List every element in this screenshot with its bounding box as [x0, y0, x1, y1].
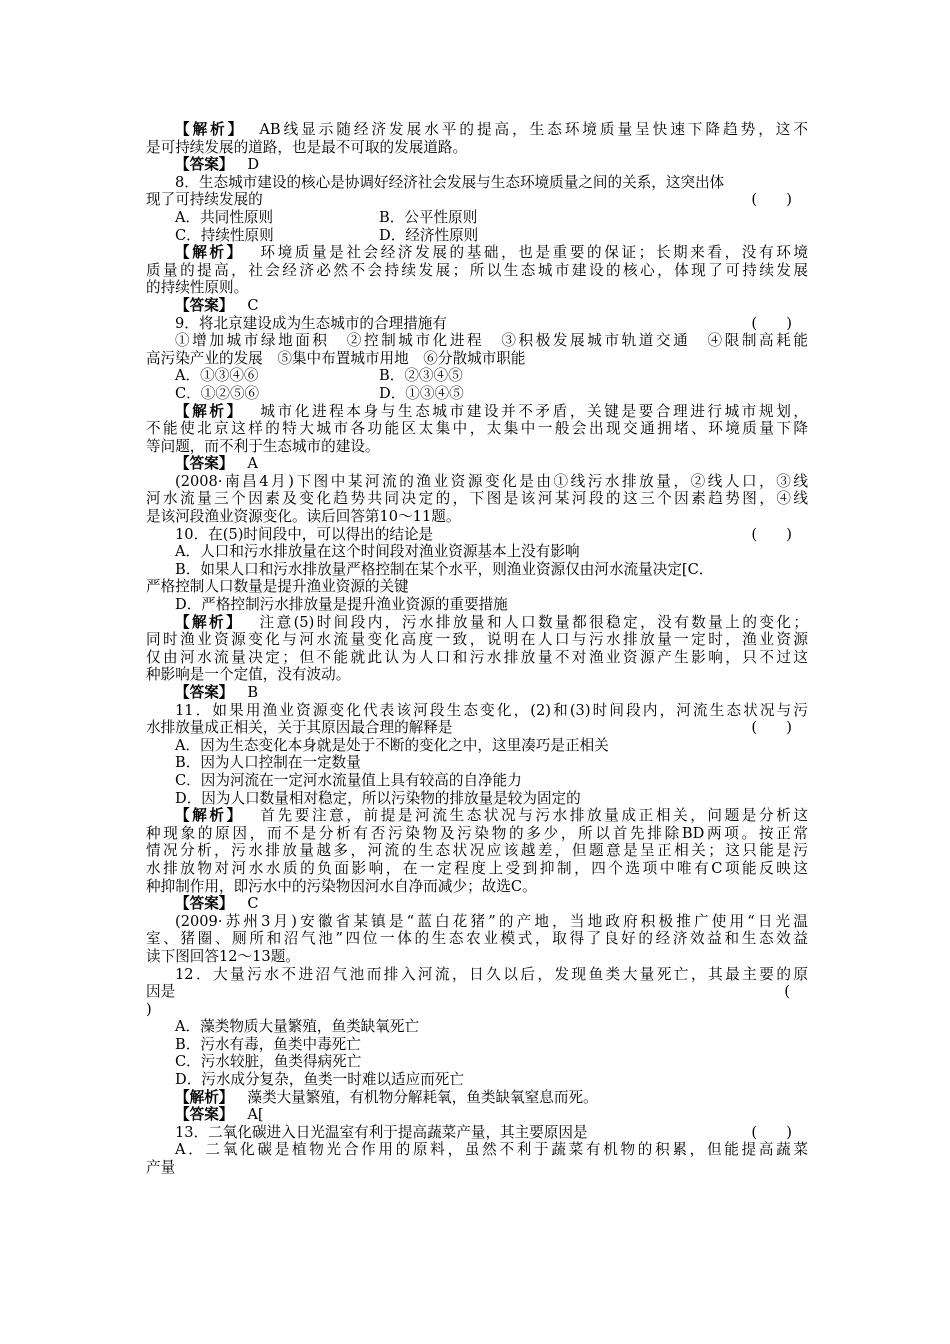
- text-line: 是该河段渔业资源变化。读后回答第10～11题。: [146, 508, 461, 526]
- option-b: B．公平性原则: [379, 208, 478, 226]
- option-c: C．①②⑤⑥: [175, 384, 260, 402]
- question-8-options-ab: [146, 209, 808, 227]
- option-a: A．人口和污水排放量在这个时间段对渔业资源基本上没有影响: [175, 543, 580, 561]
- analysis-line: 【解析】 首先要注意，前提是河流生态状况与污水排放量成正相关，问题是分析这: [175, 807, 808, 825]
- option-b: B．污水有毒，鱼类中毒死亡: [175, 1035, 361, 1053]
- question-8-stem-end: 现了可持续发展的 ( ): [146, 191, 792, 209]
- question-9-options-cd: [146, 385, 808, 403]
- question-13-stem: 13．二氧化碳进入日光温室有利于提高蔬菜产量，其主要原因是 ( ): [175, 1123, 792, 1141]
- answer-line: 【答案】 D: [175, 156, 260, 174]
- analysis-line: 【解析】 城市化进程本身与生态城市建设并不矛盾，关键是要合理进行城市规划，: [175, 402, 808, 420]
- answer-blank: ( ): [751, 314, 792, 332]
- text-line: 等问题，而不利于生态城市的建设。: [146, 437, 380, 455]
- text-line: 室、猪圈、厕所和沼气池”四位一体的生态农业模式，取得了良好的经济效益和生态效益: [146, 930, 808, 948]
- text-line: 种现象的原因，而不是分析有否污染物及污染物的多少，所以首先排除BD两项。按正常: [146, 824, 808, 842]
- text-line: 种影响是一个定值，没有波动。: [146, 666, 351, 684]
- option-d: D．①③④⑤: [379, 384, 464, 402]
- option-d: D．因为人口数量相对稳定，所以污染物的排放量是较为固定的: [175, 789, 581, 807]
- text-line: 的持续性原则。: [146, 279, 249, 297]
- question-8-stem: 8．生态城市建设的核心是协调好经济社会发展与生态环境质量之间的关系，这突出体: [175, 173, 725, 191]
- option-a: A．因为生态变化本身就是处于不断的变化之中，这里凑巧是正相关: [175, 736, 609, 754]
- text-line: 产量: [146, 1159, 176, 1177]
- question-9-options-ab: [146, 367, 808, 385]
- text-line: 种抑制作用，即污水中的污染物因河水自净而减少；故选C。: [146, 877, 537, 895]
- option-d: D．污水成分复杂，鱼类一时难以适应而死亡: [175, 1071, 464, 1089]
- answer-line: 【答案】 C: [175, 296, 259, 314]
- text-line: 水排放物对河水水质的负面影响，在一定程度上受到抑制，四个选项中唯有C项能反映这: [146, 859, 808, 877]
- answer-blank: ( ): [751, 719, 792, 737]
- question-12-stem: 12．大量污水不进沼气池而排入河流，日久以后，发现鱼类大量死亡，其最主要的原: [175, 965, 808, 983]
- analysis-line: 【解析】 环境质量是社会经济发展的基础，也是重要的保证；长期来看，没有环境: [175, 244, 808, 262]
- answer-blank: ( ): [751, 191, 792, 209]
- question-10-stem: 10．在(5)时间段中，可以得出的结论是 ( ): [175, 525, 792, 543]
- answer-line: 【答案】 A: [175, 455, 258, 473]
- question-9-items: ①增加城市绿地面积 ②控制城市化进程 ③积极发展城市轨道交通 ④限制高耗能: [175, 332, 808, 350]
- text-line: 是可持续发展的道路，也是最不可取的发展道路。: [146, 138, 468, 156]
- option-c: C．污水较脏，鱼类得病死亡: [175, 1053, 362, 1071]
- answer-blank: ( ): [751, 525, 792, 543]
- question-11-stem: 11．如果用渔业资源变化代表该河段生态变化，(2)和(3)时间段内，河流生态状况与污: [175, 701, 808, 719]
- material-intro: (2008·南昌4月)下图中某河流的渔业资源变化是由①线污水排放量，②线人口，③线: [175, 472, 808, 490]
- option-c: C．持续性原则: [175, 226, 274, 244]
- document-page: [146, 121, 808, 1177]
- option-a: A．藻类物质大量繁殖，鱼类缺氧死亡: [175, 1018, 420, 1036]
- option-a: A．①③④⑥: [175, 367, 259, 385]
- text-line: 河水流量三个因素及变化趋势共同决定的，下图是该河某河段的这三个因素趋势图，④线: [146, 490, 808, 508]
- text-line: 仅由河水流量决定；但不能就此认为人口和污水排放量不对渔业资源产生影响，只不过这: [146, 648, 808, 666]
- text-line: 同时渔业资源变化与河水流量变化高度一致，说明在人口与污水排放量一定时，渔业资源: [146, 631, 808, 649]
- answer-blank: ( ): [751, 1123, 792, 1141]
- text-line: 质量的提高，社会经济必然不会持续发展；所以生态城市建设的核心，体现了可持续发展: [146, 261, 808, 279]
- option-b: B．因为人口控制在一定数量: [175, 754, 361, 772]
- option-a: A．共同性原则: [175, 208, 274, 226]
- analysis-line: 【解析】 AB线显示随经济发展水平的提高，生态环境质量呈快速下降趋势，这不: [175, 121, 808, 138]
- question-8-options-cd: [146, 227, 808, 245]
- analysis-line: 【解析】 注意(5)时间段内，污水排放量和人口数量都很稳定，没有数量上的变化；: [175, 613, 808, 631]
- question-12-stem-end: 因是 (: [146, 983, 790, 1001]
- answer-line: 【答案】 B: [175, 684, 259, 701]
- material-intro: (2009·苏州3月)安徽省某镇是“蓝白花猪”的产地，当地政府积极推广使用“日光温: [175, 912, 808, 930]
- option-c: C．因为河流在一定河水流量值上具有较高的自净能力: [175, 771, 522, 789]
- answer-line: 【答案】 C: [175, 895, 259, 913]
- text-line: 不能使北京这样的特大城市各功能区太集中，太集中一般会出现交通拥堵、环境质量下降: [146, 420, 808, 438]
- answer-line: 【答案】 A[: [175, 1106, 264, 1124]
- option-c: 严格控制人口数量是提升渔业资源的关键: [146, 578, 409, 596]
- text-line: 读下图回答12～13题。: [146, 947, 300, 965]
- question-9-stem: 9．将北京建设成为生态城市的合理措施有 ( ): [175, 314, 792, 332]
- option-b: B．②③④⑤: [379, 367, 463, 385]
- option-a: A．二氧化碳是植物光合作用的原料，虽然不利于蔬菜有机物的积累，但能提高蔬菜: [175, 1141, 808, 1159]
- answer-blank-close: ): [146, 1000, 152, 1018]
- analysis-line: 【解析】 藻类大量繁殖，有机物分解耗氧，鱼类缺氧窒息而死。: [175, 1088, 598, 1106]
- question-9-items-end: 高污染产业的发展 ⑤集中布置城市用地 ⑥分散城市职能: [146, 349, 526, 367]
- option-b: B．如果人口和污水排放量严格控制在某个水平，则渔业资源仅由河水流量决定[C．: [175, 560, 714, 578]
- option-d: D．严格控制污水排放量是提升渔业资源的重要措施: [175, 596, 508, 614]
- text-line: 情况分析，污水排放量越多，河流的生态状况应该越差，但题意是呈正相关；这只能是污: [146, 842, 808, 860]
- question-11-stem-end: 水排放量成正相关，关于其原因最合理的解释是 ( ): [146, 719, 792, 737]
- answer-blank-open: (: [784, 983, 790, 1001]
- option-d: D．经济性原则: [379, 226, 479, 244]
